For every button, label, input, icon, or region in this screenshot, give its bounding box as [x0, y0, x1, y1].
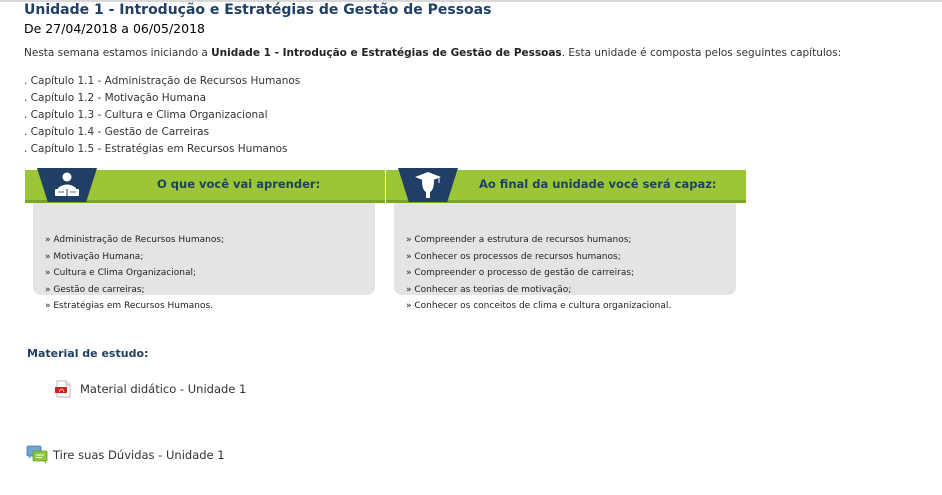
- capable-list: [406, 232, 671, 315]
- learn-card-body: [33, 192, 375, 311]
- capable-card-title: Ao final da unidade você será capaz:: [479, 177, 717, 191]
- list-item: » Conhecer os conceitos de clima e cultura organizacional.: [406, 298, 671, 315]
- forum-resource[interactable]: [26, 445, 225, 465]
- intro-bold: Unidade 1 - Introdução e Estratégias de Gestão de Pessoas: [211, 47, 562, 59]
- learn-card: [25, 170, 385, 311]
- chapter-item: . Capítulo 1.4 - Gestão de Carreiras: [24, 126, 210, 138]
- chapter-item: . Capítulo 1.2 - Motivação Humana: [24, 92, 207, 104]
- list-item: » Motivação Humana;: [45, 249, 224, 266]
- list-item: » Cultura e Clima Organizacional;: [45, 265, 224, 282]
- capable-card: [386, 170, 746, 311]
- forum-chat-icon: [26, 445, 48, 465]
- list-item: » Conhecer os processos de recursos humanos;: [406, 249, 671, 266]
- chapter-item: . Capítulo 1.5 - Estratégias em Recursos Humanos: [24, 143, 288, 155]
- list-item: » Gestão de carreiras;: [45, 282, 224, 299]
- pdf-resource[interactable]: [54, 380, 246, 398]
- pdf-icon: [54, 380, 72, 398]
- intro-prefix: Nesta semana estamos iniciando a: [24, 47, 212, 59]
- list-item: » Compreender a estrutura de recursos humanos;: [406, 232, 671, 249]
- unit-dates: De 27/04/2018 a 06/05/2018: [24, 21, 205, 36]
- unit-title: Unidade 1 - Introdução e Estratégias de Gestão de Pessoas: [24, 2, 492, 18]
- learn-list: [45, 232, 224, 315]
- list-item: » Administração de Recursos Humanos;: [45, 232, 224, 249]
- material-label: Material de estudo:: [27, 347, 149, 360]
- forum-link[interactable]: Tire suas Dúvidas - Unidade 1: [53, 448, 225, 462]
- pdf-link[interactable]: Material didático - Unidade 1: [80, 382, 247, 396]
- capable-card-body: [394, 192, 736, 311]
- intro-paragraph: [24, 47, 841, 59]
- list-item: » Estratégias em Recursos Humanos.: [45, 298, 224, 315]
- learn-card-title: O que você vai aprender:: [157, 177, 321, 191]
- chapter-item: . Capítulo 1.3 - Cultura e Clima Organizacional: [24, 109, 268, 121]
- chapter-list: [24, 73, 300, 158]
- chapter-item: . Capítulo 1.1 - Administração de Recursos Humanos: [24, 75, 301, 87]
- intro-suffix: . Esta unidade é composta pelos seguintes capítulos:: [561, 47, 842, 59]
- list-item: » Compreender o processo de gestão de carreiras;: [406, 265, 671, 282]
- list-item: » Conhecer as teorias de motivação;: [406, 282, 671, 299]
